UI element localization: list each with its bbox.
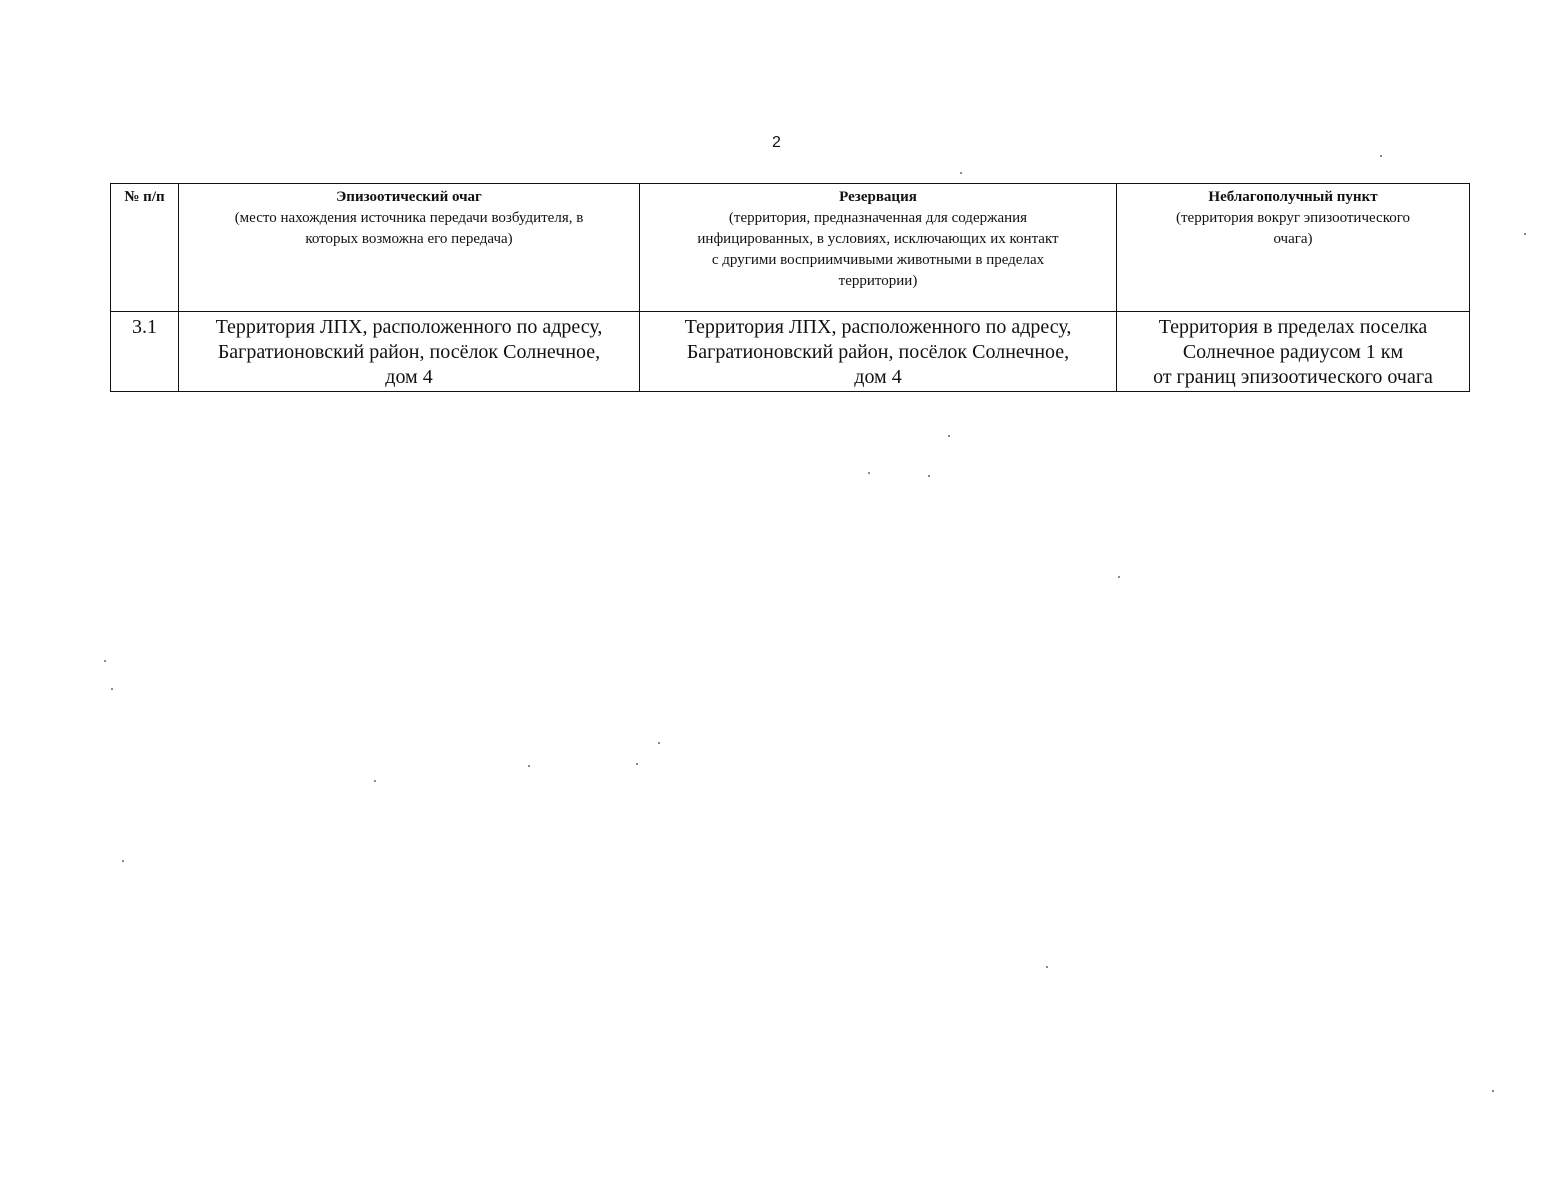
header-episootic-focus-title: Эпизоотический очаг [336, 189, 482, 205]
scan-speck [636, 763, 638, 765]
cell-reservation [640, 312, 1117, 392]
cell-number [111, 312, 179, 392]
zones-table [110, 183, 1470, 392]
page-number: 2 [772, 134, 781, 151]
scan-speck [1380, 155, 1382, 157]
header-unfavorable-point-title: Неблагополучный пункт [1208, 189, 1378, 205]
table-row [111, 312, 1470, 392]
header-reservation [640, 184, 1117, 312]
cell-unfavorable-point [1117, 312, 1470, 392]
scan-speck [1046, 966, 1048, 968]
scan-speck [658, 742, 660, 744]
scan-speck [1118, 576, 1120, 578]
cell-reservation-text: Территория ЛПХ, расположенного по адресу, Багратионовский район, посёлок Солнечное, дом 4 [684, 316, 1072, 388]
scan-speck [104, 660, 106, 662]
scan-speck [948, 435, 950, 437]
scan-speck [528, 765, 530, 767]
scan-speck [868, 472, 870, 474]
header-unfavorable-point-subtitle: (территория вокруг эпизоотического очага) [1176, 210, 1410, 247]
header-episootic-focus [179, 184, 640, 312]
cell-unfavorable-point-text: Территория в пределах поселка Солнечное радиусом 1 км от границ эпизоотического очага [1153, 316, 1433, 388]
header-unfavorable-point [1117, 184, 1470, 312]
header-episootic-focus-subtitle: (место нахождения источника передачи возбудителя, в которых возможна его передача) [234, 210, 584, 247]
scan-speck [960, 172, 962, 174]
scan-speck [1524, 233, 1526, 235]
scan-speck [111, 688, 113, 690]
table-header-row [111, 184, 1470, 312]
header-reservation-title: Резервация [839, 189, 917, 205]
scan-speck [122, 860, 124, 862]
scan-speck [374, 780, 376, 782]
scan-speck [1492, 1090, 1494, 1092]
cell-episootic-focus-text: Территория ЛПХ, расположенного по адресу, Багратионовский район, посёлок Солнечное, дом 4 [215, 316, 603, 388]
cell-number-text: 3.1 [132, 316, 157, 338]
header-reservation-subtitle: (территория, предназначенная для содержания инфицированных, в условиях, исключающих их контакт с другими восприимчивыми животными в пределах территории) [697, 210, 1059, 289]
header-number [111, 184, 179, 312]
header-number-title: № п/п [124, 189, 165, 205]
scan-speck [928, 475, 930, 477]
cell-episootic-focus [179, 312, 640, 392]
